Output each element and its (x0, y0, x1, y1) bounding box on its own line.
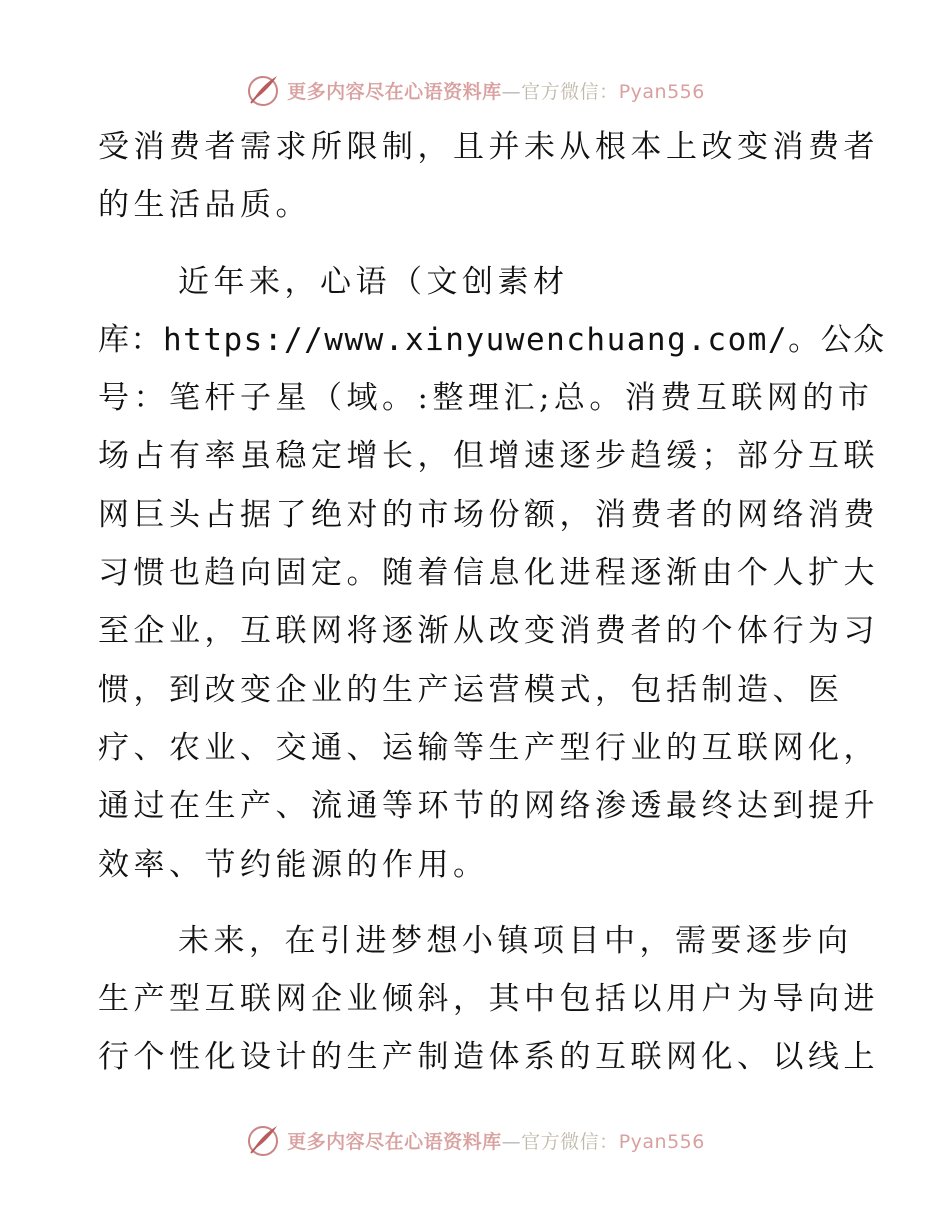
text-line: 受消费者需求所限制，且并未从根本上改变消费者 (98, 129, 879, 165)
text-line: 通过在生产、流通等环节的网络渗透最终达到提升 (98, 788, 879, 825)
text-line: 场占有率虽稳定增长，但增速逐步趋缓；部分互联 (98, 438, 879, 475)
text-line: 号：笔杆子星（域。:整理汇;总。消费互联网的市 (98, 380, 874, 417)
text-line: 库：https://www.xinyuwenchuang.com/。公众 (98, 321, 886, 358)
watermark-text: 更多内容尽在心语资料库—官方微信：Pyan556 (287, 80, 705, 103)
text-line: 至企业，互联网将逐渐从改变消费者的个体行为习 (98, 613, 879, 650)
feather-quill-logo-icon (245, 1122, 281, 1158)
text-line: 生产型互联网企业倾斜，其中包括以用户为导向进 (98, 981, 879, 1018)
watermark-text: 更多内容尽在心语资料库—官方微信：Pyan556 (287, 1130, 705, 1153)
text-line: 行个性化设计的生产制造体系的互联网化、以线上 (98, 1039, 879, 1076)
text-line: 的生活品质。 (98, 187, 311, 224)
text-line: 网巨头占据了绝对的市场份额，消费者的网络消费 (98, 496, 879, 533)
text-line: 惯，到改变企业的生产运营模式，包括制造、医 (98, 671, 844, 708)
footer-watermark (0, 1120, 950, 1160)
text-line: 近年来，心语（文创素材 (178, 263, 569, 300)
feather-quill-logo-icon (245, 72, 281, 108)
text-line: 疗、农业、交通、运输等生产型行业的互联网化， (98, 729, 879, 766)
header-watermark (0, 70, 950, 110)
text-line: 未来，在引进梦想小镇项目中，需要逐步向 (178, 922, 853, 959)
document-body (98, 118, 886, 1087)
text-line: 效率、节约能源的作用。 (98, 846, 489, 883)
text-line: 习惯也趋向固定。随着信息化进程逐渐由个人扩大 (98, 555, 879, 592)
